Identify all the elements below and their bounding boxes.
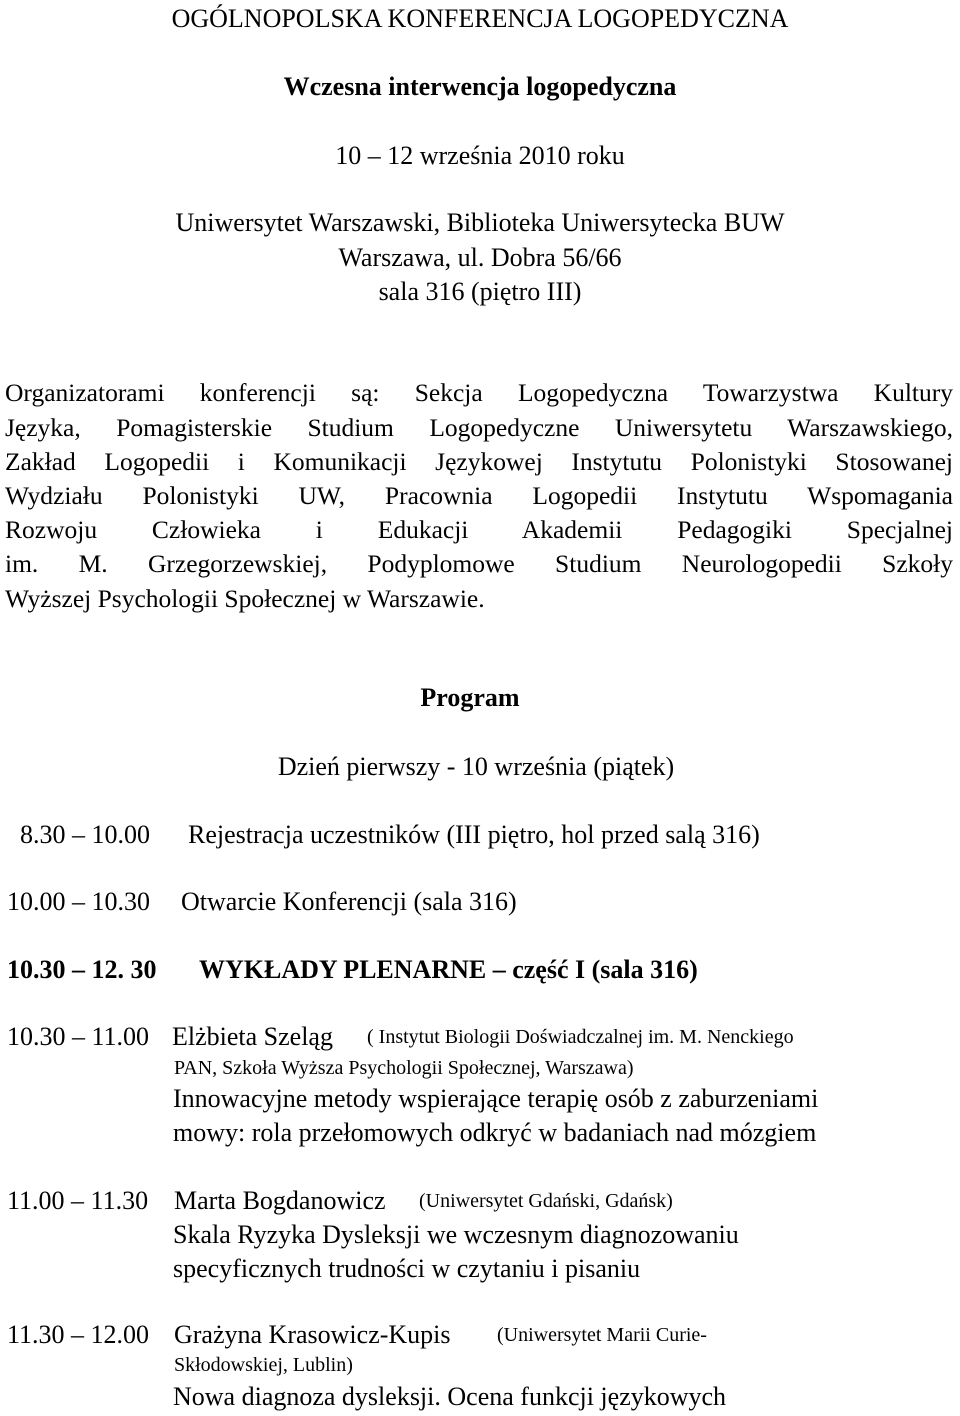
talk-title: Innowacyjne metody wspierające terapię osób z zaburzeniami: [173, 1084, 819, 1113]
day-heading: Dzień pierwszy - 10 września (piątek): [277, 752, 675, 781]
organizers-line: Wyższej Psychologii Społecznej w Warszawie.: [5, 584, 485, 613]
talk-speaker: Grażyna Krasowicz-Kupis: [174, 1320, 451, 1349]
organizers-line: Wydziału Polonistyki UW, Pracownia Logopedii Instytutu Wspomagania: [5, 481, 953, 510]
venue-line-2: Warszawa, ul. Dobra 56/66: [338, 243, 622, 272]
agenda-text: WYKŁADY PLENARNE – część I (sala 316): [199, 955, 698, 984]
conference-title: OGÓLNOPOLSKA KONFERENCJA LOGOPEDYCZNA: [171, 4, 789, 33]
talk-affiliation: Skłodowskiej, Lublin): [174, 1354, 353, 1376]
conference-dates: 10 – 12 września 2010 roku: [335, 141, 625, 170]
talk-speaker: Elżbieta Szeląg: [172, 1022, 333, 1051]
agenda-time: 10.30 – 12. 30: [7, 955, 157, 984]
venue-line-1: Uniwersytet Warszawski, Biblioteka Uniwersytecka BUW: [175, 208, 785, 237]
program-heading: Program: [420, 683, 520, 712]
talk-affiliation: PAN, Szkoła Wyższa Psychologii Społecznej, Warszawa): [174, 1057, 634, 1079]
venue-line-3: sala 316 (piętro III): [378, 277, 582, 306]
talk-title: Nowa diagnoza dysleksji. Ocena funkcji językowych: [173, 1382, 727, 1411]
organizers-line: Zakład Logopedii i Komunikacji Językowej Instytutu Polonistyki Stosowanej: [5, 447, 953, 476]
talk-title: specyficznych trudności w czytaniu i pisaniu: [173, 1254, 641, 1283]
talk-speaker: Marta Bogdanowicz: [174, 1186, 386, 1215]
talk-time: 11.30 – 12.00: [7, 1320, 150, 1349]
organizers-line: Organizatorami konferencji są: Sekcja Logopedyczna Towarzystwa Kultury: [5, 378, 953, 407]
agenda-text: Otwarcie Konferencji (sala 316): [181, 887, 517, 916]
agenda-time: 10.00 – 10.30: [7, 887, 150, 916]
conference-subtitle: Wczesna interwencja logopedyczna: [283, 72, 677, 101]
talk-title: mowy: rola przełomowych odkryć w badaniach nad mózgiem: [173, 1118, 817, 1147]
talk-affiliation: (Uniwersytet Gdański, Gdańsk): [419, 1190, 673, 1212]
agenda-text: Rejestracja uczestników (III piętro, hol przed salą 316): [188, 820, 760, 849]
talk-affiliation: (Uniwersytet Marii Curie-: [497, 1324, 707, 1346]
talk-time: 11.00 – 11.30: [7, 1186, 149, 1215]
talk-affiliation: ( Instytut Biologii Doświadczalnej im. M. Nenckiego: [367, 1026, 794, 1048]
organizers-line: Języka, Pomagisterskie Studium Logopedyczne Uniwersytetu Warszawskiego,: [5, 413, 953, 442]
organizers-line: im. M. Grzegorzewskiej, Podyplomowe Studium Neurologopedii Szkoły: [5, 549, 953, 578]
agenda-time: 8.30 – 10.00: [20, 820, 150, 849]
talk-title: Skala Ryzyka Dysleksji we wczesnym diagnozowaniu: [173, 1220, 739, 1249]
talk-time: 10.30 – 11.00: [7, 1022, 150, 1051]
organizers-line: Rozwoju Człowieka i Edukacji Akademii Pedagogiki Specjalnej: [5, 515, 953, 544]
